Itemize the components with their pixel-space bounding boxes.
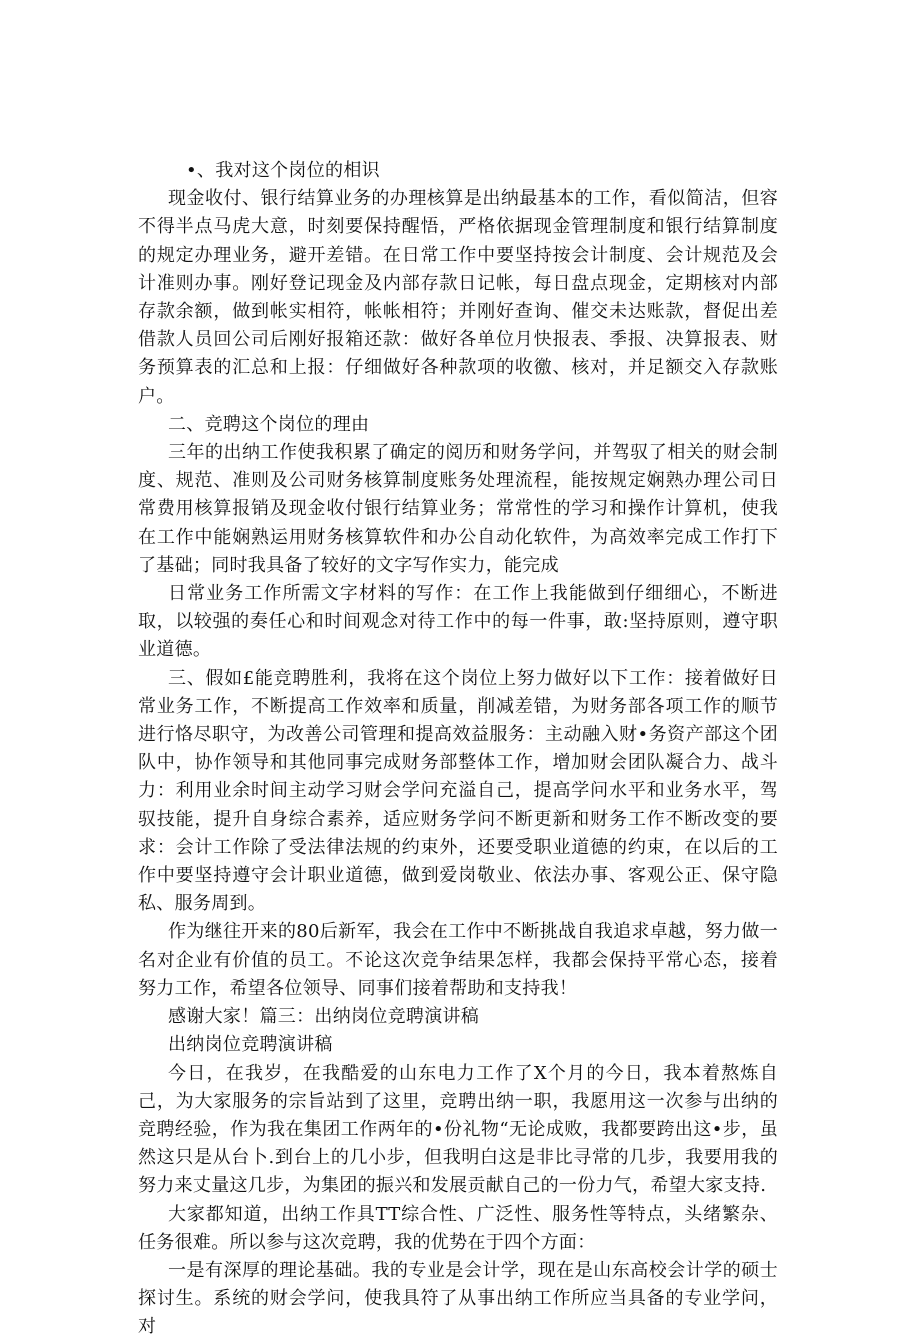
section-heading-1: •、我对这个岗位的相识 [186,160,380,181]
paragraph-6: 感谢大家！篇三：出纳岗位竞聘演讲稿 [168,1006,480,1028]
section-heading-2: 二、竞聘这个岗位的理由 [168,413,370,435]
paragraph-2: 三年的出纳工作使我积累了确定的阅历和财务学问，并驾驭了相关的财会制度、规范、准则及公司财务核算制度账务处理流程，能按规定娴熟办理公司日常费用核算报销及现金收付银行结算业务；常常性的学习和操作计算机，使我在工作中能娴熟运用财务核算软件和办公自动化软件，为高效率完成工作打下了基础；同时我具备了较好的文字写作实力，能完成 [138,442,778,576]
paragraph-4: 三、假如£能竞聘胜利，我将在这个岗位上努力做好以下工作：接着做好日常业务工作，不断提高工作效率和质量，削减差错，为财务部各项工作的顺节进行恪尽职守，为改善公司管理和提高效益服务：主动融入财•务资产部这个团队中，协作领导和其他同事完成财务部整体工作，增加财会团队凝合力、战斗力：利用业余时间主动学习财会学问充溢自己，提高学问水平和业务水平，驾驭技能，提升自身综合素养，适应财务学问不断更新和财务工作不断改变的要求：会计工作除了受法律法规的约束外，还要受职业道德的约束，在以后的工作中要坚持遵守会计职业道德，做到爱岗敬业、依法办事、客观公正、保守隐私、服务周到。 [138,667,778,915]
document-body [138,157,778,1342]
paragraph-9: 一是有深厚的理论基础。我的专业是会计学，现在是山东高校会计学的硕士探讨生。系统的财会学问，使我具符了从事出纳工作所应当具备的专业学问，对 [138,1259,778,1338]
paragraph-3: 日常业务工作所需文字材料的写作：在工作上我能做到仔细细心，不断进取，以较强的奏任心和时间观念对待工作中的每一件事，敢:坚持原则，遵守职业道德。 [138,583,778,661]
paragraph-8: 大家都知道，出纳工作具TT综合性、广泛性、服务性等特点，头绪繁杂、任务很难。所以参与这次竞聘，我的优势在于四个方面： [138,1203,778,1253]
paragraph-7: 今日，在我岁，在我酷爱的山东电力工作了X个月的今日，我本着熬炼自己，为大家服务的宗旨站到了这里，竞聘出纳一职，我愿用这一次参与出纳的竞聘经验，作为我在集团工作两年的•份礼物“无论成败，我都要跨出这•步，虽然这只是从台卜.到台上的几小步，但我明白这是非比寻常的几步，我要用我的努力来丈量这几步，为集团的振兴和发展贡献自己的一份力气，希望大家支持. [138,1062,778,1197]
paragraph-5: 作为继往开来的80后新军，我会在工作中不断挑战自我追求卓越，努力做一名对企业有价值的员工。不论这次竞争结果怎样，我都会保持平常心态，接着努力工作，希望各位领导、同事们接着帮助和支持我！ [138,921,778,999]
speech-title: 出纳岗位竞聘演讲稿 [168,1034,333,1056]
paragraph-1: 现金收付、银行结算业务的办理核算是出纳最基本的工作，看似简洁，但容不得半点马虎大意，时刻要保持醒悟，严格依据现金管理制度和银行结算制度的规定办理业务，避开差错。在日常工作中要坚持按会计制度、会计规范及会计准则办事。刚好登记现金及内部存款日记帐，每日盘点现金，定期核对内部存款余额，做到帐实相符，帐帐相符；并刚好查询、催交未达账款，督促出差借款人员回公司后刚好报箱还款：做好各单位月快报表、季报、决算报表、财务预算表的汇总和上报：仔细做好各种款项的收徼、核对，并足额交入存款账户。 [138,188,778,407]
